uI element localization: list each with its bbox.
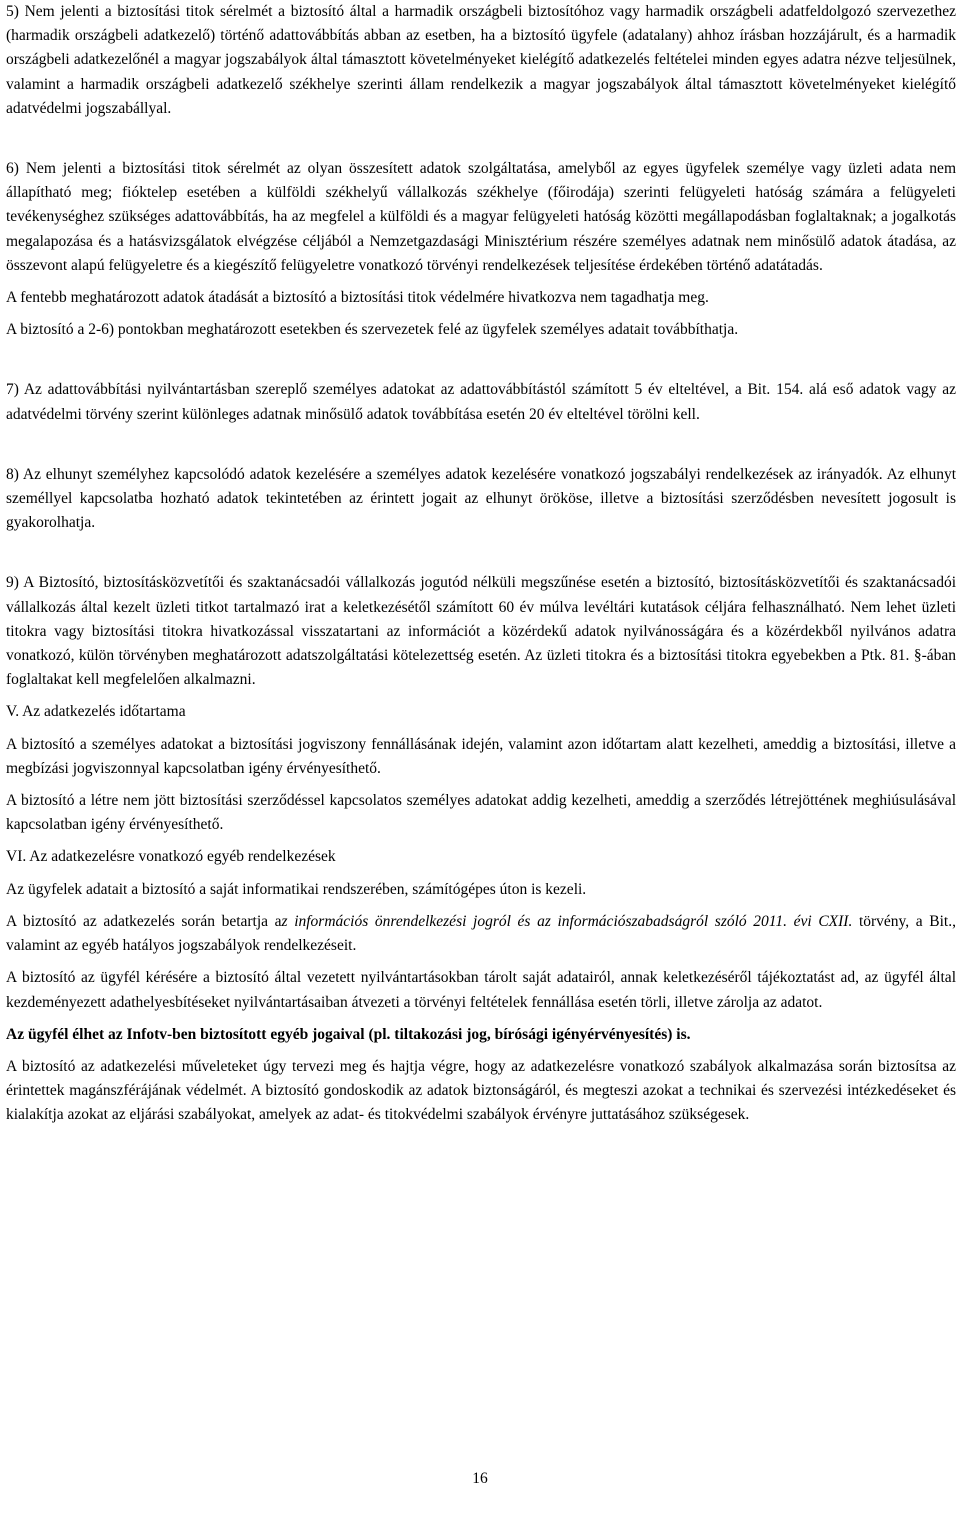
section-vi-paragraph-2-start: A biztosító az adatkezelés során betartja a bbox=[6, 912, 282, 930]
section-v-heading: V. Az adatkezelés időtartama bbox=[6, 703, 186, 721]
paragraph-6-transfer: A biztosító a 2-6) pontokban meghatározott esetekben és szervezetek felé az ügyfelek személyes adatait továbbíthatja. bbox=[6, 321, 739, 339]
paragraph-6-refusal: A fentebb meghatározott adatok átadását a biztosító a biztosítási titok védelmére hivatkozva nem tagadhatja meg. bbox=[6, 289, 709, 307]
infotv-law-reference: z információs önrendelkezési jogról és az információszabadságról szóló 2011. évi CXII. bbox=[281, 912, 853, 930]
paragraph-5: 5) Nem jelenti a biztosítási titok sérelmét a biztosító által a harmadik országbeli biztosítóhoz vagy harmadik országbeli adatfeldolgozó szervezethez (harmadik országbeli adatkezelő) történő adattovábbítás abban az esetben, ha a biztosító ügyfele (adatalany) ahhoz írásban hozzájárult, és a harmadik országbeli adatkezelőnél a magyar jogszabályok által támasztott követelményeket kielégítő adatkezelés feltételei minden egyes adatra nézve teljesülnek, valamint a harmadik országbeli adatkezelő székhelye szerinti állam rendelkezik a magyar jogszabályok által támasztott követelményeket kielégítő adatvédelmi jogszabállyal. bbox=[6, 3, 956, 117]
section-vi-paragraph-5: A biztosító az adatkezelési műveleteket úgy tervezi meg és hajtja végre, hogy az adatkezelésre vonatkozó szabályok alkalmazása során biztosítsa az érintettek magánszférájának védelmét. A biztosító gondoskodik az adatok biztonságáról, és megteszi azokat a technikai és szervezési intézkedéseket és kialakítja azokat az eljárási szabályokat, amelyek az adat- és titokvédelmi szabályok érvényre juttatásához szükségesek. bbox=[6, 1057, 956, 1124]
paragraph-9: 9) A Biztosító, biztosításközvetítői és szaktanácsadói vállalkozás jogutód nélküli megszűnése esetén a biztosító, biztosításközvetítői és szaktanácsadói vállalkozás által kezelt üzleti titkot tartalmazó irat a keletkezésétől számított 60 év múlva levéltári kutatások céljára felhasználható. Nem lehet üzleti titokra vagy biztosítási titokra hivatkozással visszatartani az információt a közérdekű adatok nyilvánosságára és a közérdekből nyilvános adatra vonatkozó, külön törvényben meghatározott adatszolgáltatási kötelezettség esetén. Az üzleti titokra és a biztosítási titokra egyebekben a Ptk. 81. §-ában foglaltakat kell megfelelően alkalmazni. bbox=[6, 574, 956, 689]
paragraph-7: 7) Az adattovábbítási nyilvántartásban szereplő személyes adatokat az adattovábbítástól számított 5 év elteltével, a Bit. 154. alá eső adatok vagy az adatvédelmi törvény szerint különleges adatnak minősülő adatok továbbítása esetén 20 év elteltével törölni kell. bbox=[6, 381, 956, 423]
section-vi-paragraph-2-end: törvény, a Bit., valamint az egyéb hatályos jogszabályok rendelkezéseit. bbox=[6, 912, 956, 955]
section-vi-paragraph-2 bbox=[6, 910, 956, 958]
section-vi-heading: VI. Az adatkezelésre vonatkozó egyéb rendelkezések bbox=[6, 848, 336, 866]
page-number: 16 bbox=[472, 1470, 488, 1487]
section-vi-paragraph-3: A biztosító az ügyfél kérésére a biztosító által vezetett nyilvántartásokban tárolt saját adatairól, annak keletkezéséről tájékoztatást ad, az ügyfél által kezdeményezett adathelyesbítéseket nyilvántartásaiban átvezeti a törvényi feltételek fennállása esetén törli, illetve zárolja az adatot. bbox=[6, 969, 956, 1011]
section-vi-paragraph-4-bold: Az ügyfél élhet az Infotv-ben biztosított egyéb jogaival (pl. tiltakozási jog, bírósági igényérvényesítés) is. bbox=[6, 1025, 691, 1043]
section-v-paragraph-2: A biztosító a létre nem jött biztosítási szerződéssel kapcsolatos személyes adatokat addig kezelheti, ameddig a szerződés létrejöttének meghiúsulásával kapcsolatban igény érvényesíthető. bbox=[6, 792, 956, 834]
section-vi-paragraph-1: Az ügyfelek adatait a biztosító a saját informatikai rendszerében, számítógépes úton is kezeli. bbox=[6, 880, 587, 898]
section-v-paragraph-1: A biztosító a személyes adatokat a biztosítási jogviszony fennállásának idején, valamint azon időtartam alatt kezelheti, ameddig a biztosítási, illetve a megbízási jogviszonnyal kapcsolatban igény érvényesíthető. bbox=[6, 735, 956, 777]
paragraph-6: 6) Nem jelenti a biztosítási titok sérelmét az olyan összesített adatok szolgáltatása, amelyből az egyes ügyfelek személye vagy üzleti adata nem állapítható meg; fióktelep esetében a külföldi székhelyű vállalkozás székhelye (főirodája) szerinti felügyeleti hatóság számára a felügyeleti tevékenységhez szükséges adattovábbítás, ha az megfelel a külföldi és a magyar felügyeleti hatóság közötti megállapodásban foglaltaknak; a jogalkotás megalapozása és a hatásvizsgálatok elvégzése céljából a Nemzetgazdasági Minisztérium részére személyes adatnak nem minősülő adatok átadása, az összevont alapú felügyeletre és a kiegészítő felügyeletre vonatkozó törvényi rendelkezések teljesítése érdekében történő adatátadás. bbox=[6, 160, 956, 274]
paragraph-8: 8) Az elhunyt személyhez kapcsolódó adatok kezelésére a személyes adatok kezelésére vonatkozó jogszabályi rendelkezések az irányadók. Az elhunyt személlyel kapcsolatba hozható adatok tekintetében az érintett jogait az elhunyt örököse, illetve a biztosítási szerződésben nevesített jogosult is gyakorolhatja. bbox=[6, 465, 956, 532]
